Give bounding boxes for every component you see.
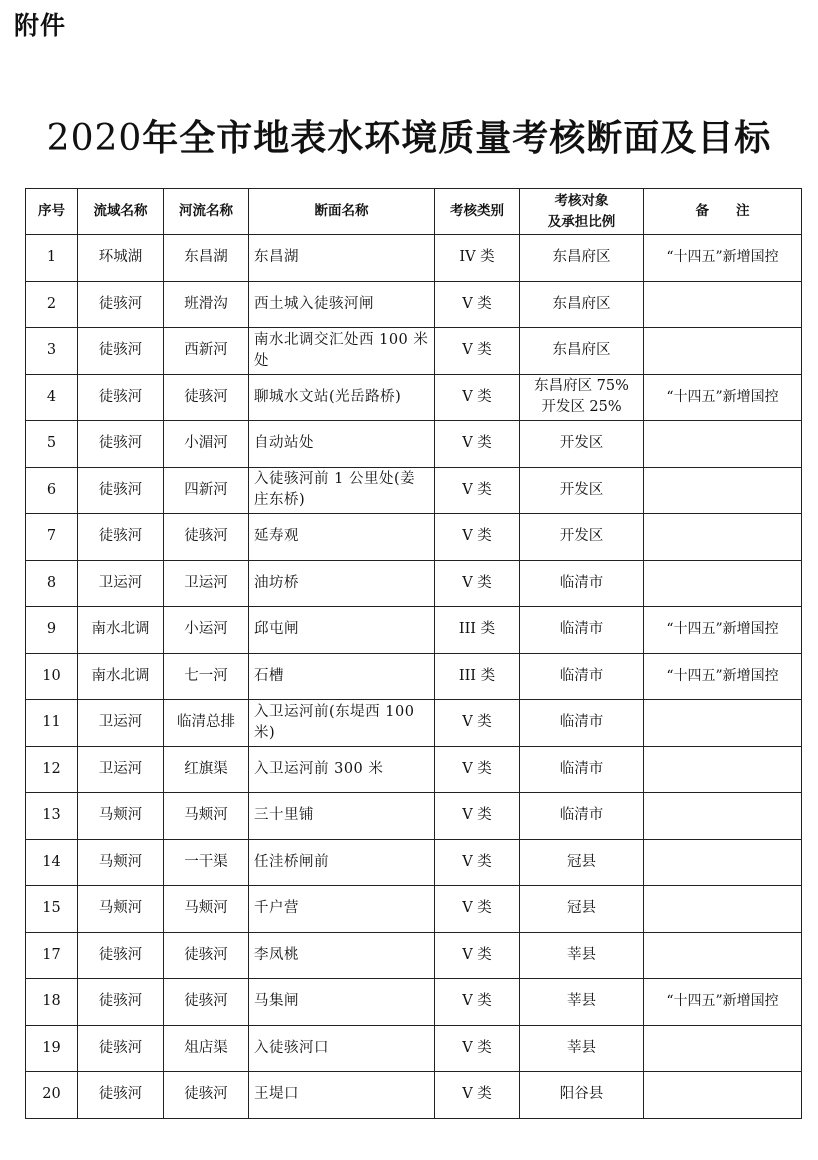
table-row (26, 235, 802, 282)
table-row (26, 421, 802, 468)
cell-category: V 类 (435, 374, 520, 421)
cell-remarks: “十四五”新增国控 (644, 607, 802, 654)
table-row (26, 1025, 802, 1072)
cell-target: 临清市 (520, 746, 644, 793)
cell-section: 李凤桃 (249, 932, 435, 979)
table-header-row (26, 189, 802, 235)
cell-basin: 卫运河 (78, 746, 164, 793)
cell-basin: 徒骇河 (78, 514, 164, 561)
cell-remarks (644, 1072, 802, 1119)
cell-target: 临清市 (520, 653, 644, 700)
table-row (26, 932, 802, 979)
header-index: 序号 (26, 189, 78, 235)
cell-remarks (644, 514, 802, 561)
cell-index: 12 (26, 746, 78, 793)
cell-category: V 类 (435, 1072, 520, 1119)
cell-section: 自动站处 (249, 421, 435, 468)
cell-basin: 徒骇河 (78, 281, 164, 328)
cell-river: 东昌湖 (164, 235, 249, 282)
cell-section: 王堤口 (249, 1072, 435, 1119)
cell-river: 徒骇河 (164, 514, 249, 561)
cell-section: 千户营 (249, 886, 435, 933)
cell-remarks: “十四五”新增国控 (644, 979, 802, 1026)
cell-river: 卫运河 (164, 560, 249, 607)
cell-category: V 类 (435, 886, 520, 933)
cell-section: 东昌湖 (249, 235, 435, 282)
cell-category: V 类 (435, 839, 520, 886)
cell-river: 徒骇河 (164, 1072, 249, 1119)
cell-river: 马颊河 (164, 793, 249, 840)
cell-category: V 类 (435, 467, 520, 514)
cell-river: 徒骇河 (164, 932, 249, 979)
table-row (26, 793, 802, 840)
cell-category: V 类 (435, 746, 520, 793)
table-row (26, 467, 802, 514)
cell-section: 聊城水文站(光岳路桥) (249, 374, 435, 421)
cell-basin: 卫运河 (78, 700, 164, 747)
header-target-line2: 及承担比例 (547, 213, 616, 230)
cell-index: 3 (26, 328, 78, 375)
cell-section: 马集闸 (249, 979, 435, 1026)
cell-index: 1 (26, 235, 78, 282)
table-row (26, 979, 802, 1026)
cell-target: 冠县 (520, 839, 644, 886)
cell-target: 开发区 (520, 467, 644, 514)
cell-section: 入徒骇河口 (249, 1025, 435, 1072)
cell-basin: 徒骇河 (78, 374, 164, 421)
cell-target: 东昌府区 (520, 281, 644, 328)
table-row (26, 560, 802, 607)
cell-index: 14 (26, 839, 78, 886)
table-row (26, 328, 802, 375)
cell-remarks (644, 421, 802, 468)
cell-category: V 类 (435, 281, 520, 328)
cell-target: 开发区 (520, 514, 644, 561)
cell-target: 东昌府区 (520, 328, 644, 375)
cell-index: 6 (26, 467, 78, 514)
cell-river: 徒骇河 (164, 979, 249, 1026)
cell-basin: 徒骇河 (78, 328, 164, 375)
cell-remarks: “十四五”新增国控 (644, 374, 802, 421)
cell-river: 小湄河 (164, 421, 249, 468)
cell-section: 入徒骇河前 1 公里处(姜庄东桥) (249, 467, 435, 514)
cell-index: 5 (26, 421, 78, 468)
header-basin: 流域名称 (78, 189, 164, 235)
cell-target: 莘县 (520, 932, 644, 979)
cell-river: 七一河 (164, 653, 249, 700)
cell-target (520, 374, 644, 421)
assessment-table (25, 188, 802, 1119)
header-target-line1: 考核对象 (554, 192, 609, 209)
cell-index: 17 (26, 932, 78, 979)
cell-river: 班滑沟 (164, 281, 249, 328)
cell-index: 15 (26, 886, 78, 933)
cell-basin: 徒骇河 (78, 932, 164, 979)
cell-target: 东昌府区 (520, 235, 644, 282)
cell-basin: 徒骇河 (78, 1025, 164, 1072)
cell-basin: 南水北调 (78, 653, 164, 700)
cell-index: 10 (26, 653, 78, 700)
cell-section: 南水北调交汇处西 100 米处 (249, 328, 435, 375)
cell-target: 莘县 (520, 1025, 644, 1072)
cell-basin: 环城湖 (78, 235, 164, 282)
cell-index: 19 (26, 1025, 78, 1072)
cell-remarks (644, 467, 802, 514)
cell-target: 临清市 (520, 700, 644, 747)
cell-index: 7 (26, 514, 78, 561)
table-row (26, 839, 802, 886)
cell-category: V 类 (435, 514, 520, 561)
cell-target-line2: 开发区 25% (541, 399, 622, 416)
table-row (26, 514, 802, 561)
cell-section: 入卫运河前 300 米 (249, 746, 435, 793)
cell-target: 莘县 (520, 979, 644, 1026)
cell-basin: 南水北调 (78, 607, 164, 654)
title-year: 2020 (46, 118, 143, 159)
cell-target: 开发区 (520, 421, 644, 468)
title-text: 年全市地表水环境质量考核断面及目标 (142, 118, 772, 159)
cell-basin: 徒骇河 (78, 467, 164, 514)
header-remarks: 备 注 (644, 189, 802, 235)
cell-remarks (644, 793, 802, 840)
cell-remarks (644, 746, 802, 793)
cell-basin: 徒骇河 (78, 1072, 164, 1119)
cell-section: 油坊桥 (249, 560, 435, 607)
table-row (26, 746, 802, 793)
cell-index: 4 (26, 374, 78, 421)
table-row (26, 653, 802, 700)
attachment-label: 附件 (14, 11, 67, 40)
cell-section: 邱屯闸 (249, 607, 435, 654)
table-row (26, 607, 802, 654)
cell-river: 俎店渠 (164, 1025, 249, 1072)
cell-index: 18 (26, 979, 78, 1026)
cell-category: V 类 (435, 979, 520, 1026)
cell-section: 入卫运河前(东堤西 100 米) (249, 700, 435, 747)
cell-river: 西新河 (164, 328, 249, 375)
cell-category: V 类 (435, 328, 520, 375)
table-row (26, 700, 802, 747)
cell-index: 11 (26, 700, 78, 747)
cell-river: 一干渠 (164, 839, 249, 886)
cell-category: V 类 (435, 932, 520, 979)
cell-target: 冠县 (520, 886, 644, 933)
cell-remarks: “十四五”新增国控 (644, 653, 802, 700)
cell-remarks: “十四五”新增国控 (644, 235, 802, 282)
cell-basin: 徒骇河 (78, 979, 164, 1026)
table-row (26, 1072, 802, 1119)
cell-remarks (644, 700, 802, 747)
cell-index: 9 (26, 607, 78, 654)
cell-category: V 类 (435, 1025, 520, 1072)
cell-river: 四新河 (164, 467, 249, 514)
cell-target-line1: 东昌府区 75% (534, 378, 629, 395)
cell-section: 西土城入徒骇河闸 (249, 281, 435, 328)
cell-basin: 徒骇河 (78, 421, 164, 468)
cell-target: 阳谷县 (520, 1072, 644, 1119)
cell-category: III 类 (435, 607, 520, 654)
cell-target: 临清市 (520, 607, 644, 654)
cell-index: 20 (26, 1072, 78, 1119)
cell-remarks (644, 560, 802, 607)
cell-section: 石槽 (249, 653, 435, 700)
cell-category: V 类 (435, 793, 520, 840)
table-row (26, 281, 802, 328)
header-target (520, 189, 644, 235)
cell-river: 临清总排 (164, 700, 249, 747)
cell-river: 马颊河 (164, 886, 249, 933)
cell-category: IV 类 (435, 235, 520, 282)
cell-basin: 卫运河 (78, 560, 164, 607)
cell-category: III 类 (435, 653, 520, 700)
cell-river: 徒骇河 (164, 374, 249, 421)
cell-remarks (644, 281, 802, 328)
cell-remarks (644, 328, 802, 375)
cell-index: 2 (26, 281, 78, 328)
cell-remarks (644, 932, 802, 979)
cell-section: 三十里铺 (249, 793, 435, 840)
cell-remarks (644, 886, 802, 933)
cell-basin: 马颊河 (78, 886, 164, 933)
page-title (0, 110, 818, 161)
cell-index: 13 (26, 793, 78, 840)
header-river: 河流名称 (164, 189, 249, 235)
header-section: 断面名称 (249, 189, 435, 235)
cell-category: V 类 (435, 700, 520, 747)
cell-category: V 类 (435, 421, 520, 468)
cell-section: 延寿观 (249, 514, 435, 561)
cell-river: 红旗渠 (164, 746, 249, 793)
cell-category: V 类 (435, 560, 520, 607)
cell-remarks (644, 839, 802, 886)
table-row (26, 886, 802, 933)
cell-index: 8 (26, 560, 78, 607)
cell-basin: 马颊河 (78, 839, 164, 886)
cell-basin: 马颊河 (78, 793, 164, 840)
cell-target: 临清市 (520, 793, 644, 840)
cell-remarks (644, 1025, 802, 1072)
cell-section: 任洼桥闸前 (249, 839, 435, 886)
header-category: 考核类别 (435, 189, 520, 235)
cell-target: 临清市 (520, 560, 644, 607)
table-row (26, 374, 802, 421)
cell-river: 小运河 (164, 607, 249, 654)
